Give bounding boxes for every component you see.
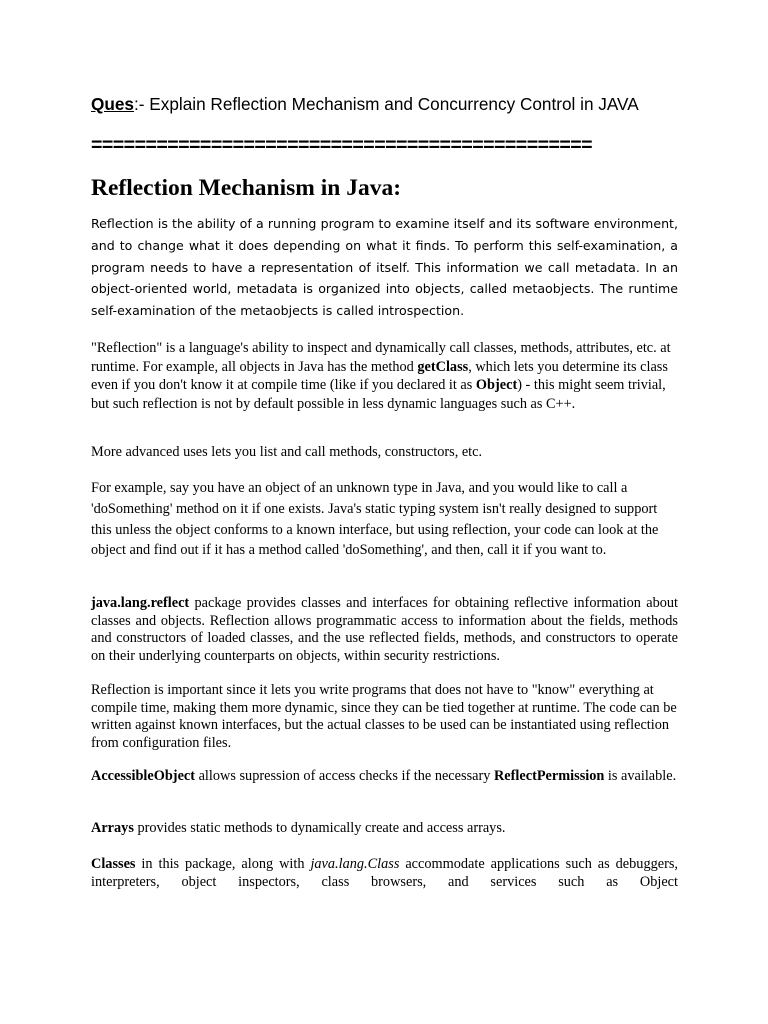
paragraph-advanced-uses: More advanced uses lets you list and call methods, constructors, etc. [91, 444, 483, 460]
reflectpermission-term: ReflectPermission [493, 768, 605, 784]
java-lang-class-term: java.lang.Class [310, 856, 400, 872]
paragraph-text: is available. [604, 768, 677, 784]
paragraph-text: "Reflection" is a language's ability to inspect and dynamically call classes, methods, attributes, etc. at runtime. For example, all objects in Java has the method [91, 340, 671, 375]
paragraph-text: package provides classes and interfaces for obtaining reflective information about classes and objects. Reflection allows programmatic access to information about the fields, methods and constructors of loaded classes, and the use reflected fields, methods, and constructors to operate on their underlying counterparts on objects, within security restrictions. [91, 595, 678, 664]
paragraph-text: ) - this might seem trivial, but such reflection is not by default possible in less dynamic languages such as C++. [91, 377, 666, 412]
accessibleobject-term: AccessibleObject [91, 768, 196, 784]
paragraph-importance: Reflection is important since it lets you write programs that does not have to "know" everything at compile time, making them more dynamic, since they can be tied together at runtime. The code can be written against known interfaces, but the actual classes to be used can be instantiated using reflection from configuration files. [91, 682, 677, 751]
paragraph-text: accommodate applications such as debuggers, interpreters, object inspectors, class browsers, and services such as Object [91, 856, 678, 890]
arrays-term: Arrays [91, 820, 134, 836]
paragraph-text: provides static methods to dynamically create and access arrays. [133, 820, 506, 836]
classes-term: Classes [91, 856, 136, 872]
section-heading: Reflection Mechanism in Java: [91, 175, 402, 201]
divider-line: ============================================== [91, 134, 593, 156]
paragraph-java-lang-reflect [91, 595, 678, 665]
getclass-term: getClass [417, 358, 469, 375]
question-text: :- Explain Reflection Mechanism and Concurrency Control in JAVA [134, 94, 639, 114]
paragraph-text: , which lets you determine its class even if you don't know it at compile time (like if you declared it as [91, 358, 668, 394]
question-line [91, 92, 678, 116]
paragraph-text: allows supression of access checks if the necessary [195, 768, 494, 784]
object-term: Object [475, 377, 518, 394]
question-label: Ques [91, 94, 134, 114]
paragraph-accessible-object [91, 768, 678, 786]
paragraph-arrays [91, 820, 678, 838]
paragraph-text: in this package, along with [135, 856, 311, 872]
package-name: java.lang.reflect [91, 595, 190, 611]
paragraph-reflection-language [91, 339, 678, 413]
paragraph-classes [91, 856, 678, 891]
paragraph-example: For example, say you have an object of an unknown type in Java, and you would like to call a 'doSomething' method on it if one exists. Java's static typing system isn't really designed to support this unless the object conforms to a known interface, but using reflection, your code can look at the object and find out if it has a method called 'doSomething', and then, call it if you want to. [91, 480, 659, 559]
paragraph-definition: Reflection is the ability of a running program to examine itself and its software environment, and to change what it does depending on what it finds. To perform this self-examination, a program needs to have a representation of itself. This information we call metadata. In an object-oriented world, metadata is organized into objects, called metaobjects. The runtime self-examination of the metaobjects is called introspection. [91, 216, 678, 319]
